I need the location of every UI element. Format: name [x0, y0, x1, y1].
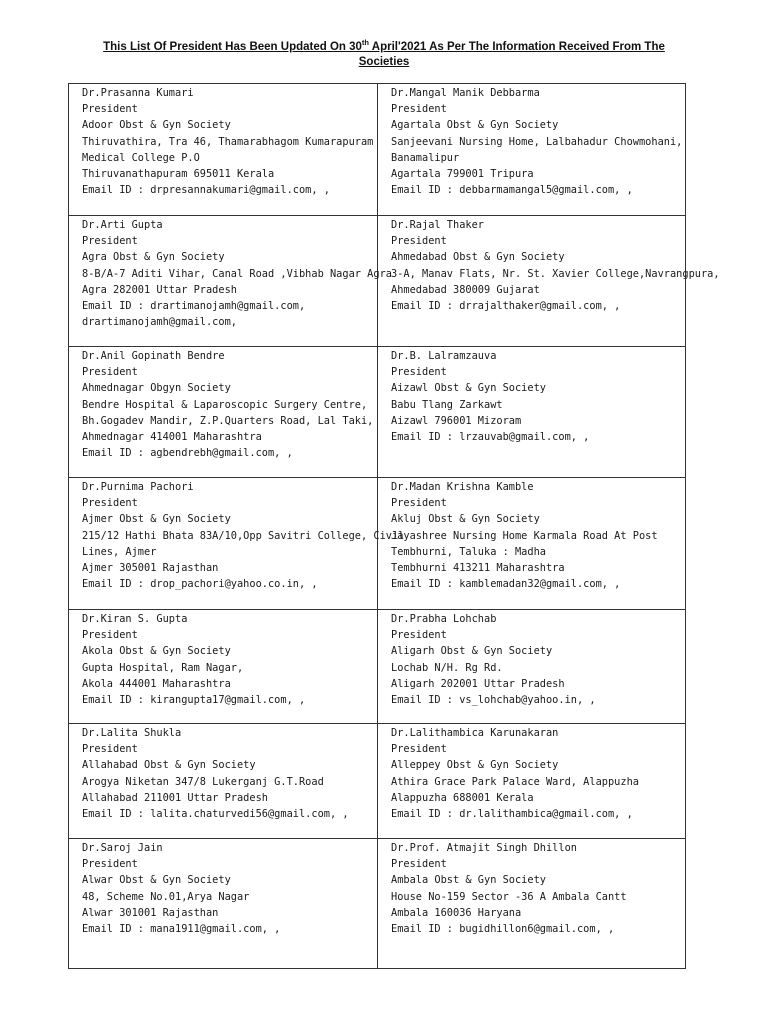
email-line: Email ID : bugidhillon6@gmail.com, ,: [391, 923, 615, 936]
role-label: President: [391, 858, 447, 871]
email-line: Email ID : vs_lohchab@yahoo.in, ,: [391, 694, 596, 707]
society-entry: [378, 216, 720, 347]
president-name: Dr.Purnima Pachori: [82, 481, 194, 493]
address-line: Allahabad 211001 Uttar Pradesh: [82, 791, 268, 804]
address-line: Jayashree Nursing Home Karmala Road At Post: [391, 529, 658, 542]
title-text-continued: April'2021 As Per The Information Received From The Societies: [358, 41, 665, 68]
address-line: Tembhurni, Taluka : Madha: [391, 545, 546, 558]
president-name: Dr.Anil Gopinath Bendre: [82, 350, 225, 362]
address-line: Lines, Ajmer: [82, 545, 157, 558]
president-name: Dr.Prabha Lohchab: [391, 613, 497, 625]
president-name: Dr.Arti Gupta: [82, 219, 163, 231]
society-name: Ahmedabad Obst & Gyn Society: [391, 251, 565, 264]
society-entry: [378, 610, 685, 724]
email-line: Email ID : kamblemadan32@gmail.com, ,: [391, 578, 621, 591]
address-line: Medical College P.O: [82, 151, 200, 164]
address-line: Agartala 799001 Tripura: [391, 168, 534, 181]
society-name: Aligarh Obst & Gyn Society: [391, 645, 553, 658]
address-line: drartimanojamh@gmail.com,: [82, 316, 237, 329]
address-line: Sanjeevani Nursing Home, Lalbahadur Chowmohani,: [391, 135, 683, 148]
society-entry: [69, 839, 378, 968]
email-line: Email ID : dr.lalithambica@gmail.com, ,: [391, 808, 633, 821]
president-name: Dr.Madan Krishna Kamble: [391, 481, 534, 493]
society-name: Adoor Obst & Gyn Society: [82, 119, 231, 132]
role-label: President: [82, 629, 138, 642]
email-line: Email ID : drrajalthaker@gmail.com, ,: [391, 300, 621, 313]
president-name: Dr.B. Lalramzauva: [391, 350, 497, 362]
role-label: President: [391, 366, 447, 379]
email-line: Email ID : agbendrebh@gmail.com, ,: [82, 447, 293, 460]
society-name: Akluj Obst & Gyn Society: [391, 513, 540, 526]
email-line: Email ID : drartimanojamh@gmail.com,: [82, 300, 306, 313]
president-name: Dr.Saroj Jain: [82, 842, 163, 854]
document-title: [80, 40, 688, 70]
role-label: President: [391, 235, 447, 248]
address-line: Gupta Hospital, Ram Nagar,: [82, 661, 244, 674]
title-superscript: th: [361, 38, 370, 48]
address-line: Banamalipur: [391, 151, 460, 164]
society-entry: [69, 347, 378, 478]
society-entry: [69, 216, 392, 347]
president-name: Dr.Prof. Atmajit Singh Dhillon: [391, 842, 577, 854]
role-label: President: [391, 103, 447, 116]
president-name: Dr.Rajal Thaker: [391, 219, 484, 231]
email-line: Email ID : mana1911@gmail.com, ,: [82, 923, 281, 936]
address-line: Ahmednagar 414001 Maharashtra: [82, 431, 262, 444]
society-name: Agra Obst & Gyn Society: [82, 251, 225, 264]
email-line: Email ID : debbarmamangal5@gmail.com, ,: [391, 184, 633, 197]
address-line: 215/12 Hathi Bhata 83A/10,Opp Savitri College, Civil: [82, 529, 405, 542]
society-name: Aizawl Obst & Gyn Society: [391, 382, 546, 395]
title-text: This List Of President Has Been Updated On 30: [103, 41, 362, 53]
society-entry: [69, 610, 378, 724]
address-line: 3-A, Manav Flats, Nr. St. Xavier College,Navrangpura,: [391, 267, 720, 280]
address-line: Alappuzha 688001 Kerala: [391, 791, 534, 804]
address-line: Aligarh 202001 Uttar Pradesh: [391, 677, 565, 690]
address-line: Thiruvathira, Tra 46, Thamarabhagom Kumarapuram: [82, 135, 374, 148]
email-line: Email ID : kirangupta17@gmail.com, ,: [82, 694, 306, 707]
president-name: Dr.Lalita Shukla: [82, 727, 182, 739]
role-label: President: [82, 858, 138, 871]
email-line: Email ID : lrzauvab@gmail.com, ,: [391, 431, 590, 444]
society-entry: [378, 347, 685, 478]
society-name: Allahabad Obst & Gyn Society: [82, 759, 256, 772]
president-name: Dr.Prasanna Kumari: [82, 87, 194, 99]
society-name: Ambala Obst & Gyn Society: [391, 874, 546, 887]
society-entry: [378, 724, 685, 839]
role-label: President: [82, 235, 138, 248]
role-label: President: [391, 497, 447, 510]
address-line: Bh.Gogadev Mandir, Z.P.Quarters Road, Lal Taki,: [82, 414, 374, 427]
email-line: Email ID : lalita.chaturvedi56@gmail.com, ,: [82, 808, 349, 821]
role-label: President: [391, 743, 447, 756]
president-table: [68, 83, 720, 969]
address-line: Arogya Niketan 347/8 Lukerganj G.T.Road: [82, 775, 324, 788]
role-label: President: [82, 743, 138, 756]
address-line: 8-B/A-7 Aditi Vihar, Canal Road ,Vibhab Nagar Agra: [82, 267, 392, 280]
address-line: Agra 282001 Uttar Pradesh: [82, 283, 237, 296]
role-label: President: [391, 629, 447, 642]
society-name: Ajmer Obst & Gyn Society: [82, 513, 231, 526]
address-line: Thiruvanathapuram 695011 Kerala: [82, 168, 275, 181]
address-line: Ajmer 305001 Rajasthan: [82, 562, 219, 575]
society-entry: [69, 478, 405, 610]
address-line: House No-159 Sector -36 A Ambala Cantt: [391, 890, 627, 903]
email-line: Email ID : drpresannakumari@gmail.com, ,: [82, 184, 330, 197]
address-line: Bendre Hospital & Laparoscopic Surgery Centre,: [82, 398, 368, 411]
address-line: 48, Scheme No.01,Arya Nagar: [82, 890, 250, 903]
address-line: Ahmedabad 380009 Gujarat: [391, 283, 540, 296]
president-name: Dr.Kiran S. Gupta: [82, 613, 188, 625]
society-name: Alleppey Obst & Gyn Society: [391, 759, 559, 772]
address-line: Akola 444001 Maharashtra: [82, 677, 231, 690]
society-name: Ahmednagar Obgyn Society: [82, 382, 231, 395]
address-line: Aizawl 796001 Mizoram: [391, 414, 522, 427]
society-name: Agartala Obst & Gyn Society: [391, 119, 559, 132]
address-line: Tembhurni 413211 Maharashtra: [391, 562, 565, 575]
address-line: Alwar 301001 Rajasthan: [82, 906, 219, 919]
address-line: Lochab N/H. Rg Rd.: [391, 661, 503, 674]
role-label: President: [82, 366, 138, 379]
email-line: Email ID : drop_pachori@yahoo.co.in, ,: [82, 578, 318, 591]
president-name: Dr.Lalithambica Karunakaran: [391, 727, 559, 739]
society-name: Akola Obst & Gyn Society: [82, 645, 231, 658]
society-entry: [69, 724, 378, 839]
society-entry: [378, 478, 685, 610]
society-entry: [69, 84, 378, 216]
address-line: Ambala 160036 Haryana: [391, 906, 522, 919]
role-label: President: [82, 103, 138, 116]
society-name: Alwar Obst & Gyn Society: [82, 874, 231, 887]
society-entry: [378, 839, 685, 968]
president-name: Dr.Mangal Manik Debbarma: [391, 87, 540, 99]
address-line: Athira Grace Park Palace Ward, Alappuzha: [391, 775, 639, 788]
role-label: President: [82, 497, 138, 510]
address-line: Babu Tlang Zarkawt: [391, 398, 503, 411]
society-entry: [378, 84, 685, 216]
